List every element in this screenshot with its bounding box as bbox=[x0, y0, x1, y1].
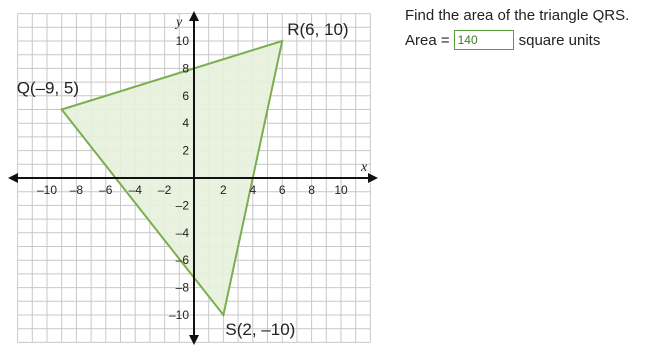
x-tick-label: 4 bbox=[249, 183, 257, 197]
x-axis-arrow-left bbox=[8, 173, 18, 183]
x-tick-label: –6 bbox=[99, 183, 113, 197]
x-axis-label: x bbox=[361, 160, 368, 175]
x-axis-arrow-right bbox=[368, 173, 378, 183]
x-tick-label: 8 bbox=[308, 183, 315, 197]
x-tick-label: –8 bbox=[69, 183, 84, 197]
y-axis-label: y bbox=[176, 15, 183, 30]
axes bbox=[8, 11, 378, 345]
y-tick-label: 8 bbox=[182, 61, 189, 76]
y-tick-label: –2 bbox=[175, 198, 189, 213]
x-tick-label: –2 bbox=[157, 183, 172, 197]
vertex-label-q: Q(–9, 5) bbox=[16, 78, 80, 98]
y-tick-label: –6 bbox=[175, 253, 189, 268]
y-tick-label: 2 bbox=[182, 143, 189, 158]
area-label: Area = bbox=[405, 31, 450, 49]
x-tick-label: –10 bbox=[36, 183, 58, 197]
area-answer-input[interactable] bbox=[454, 30, 514, 50]
vertex-label-r: R(6, 10) bbox=[287, 20, 349, 39]
y-axis-arrow-down bbox=[189, 335, 199, 345]
y-tick-label: 6 bbox=[182, 88, 189, 103]
y-tick-label: –4 bbox=[175, 225, 189, 240]
answer-row bbox=[405, 30, 600, 50]
x-tick-label: –4 bbox=[128, 183, 142, 197]
y-tick-label: –8 bbox=[175, 280, 189, 295]
y-tick-label: 4 bbox=[182, 116, 189, 131]
question-prompt: Find the area of the triangle QRS. bbox=[405, 7, 630, 24]
x-tick-label: 10 bbox=[334, 183, 348, 197]
y-tick-label: –10 bbox=[168, 308, 189, 322]
y-tick-label: 10 bbox=[175, 34, 189, 48]
vertex-label-s: S(2, –10) bbox=[225, 320, 296, 339]
x-tick-label: 6 bbox=[278, 183, 286, 197]
x-tick-label: 2 bbox=[220, 183, 227, 197]
y-axis-arrow-up bbox=[189, 11, 199, 21]
units-label: square units bbox=[518, 31, 601, 49]
